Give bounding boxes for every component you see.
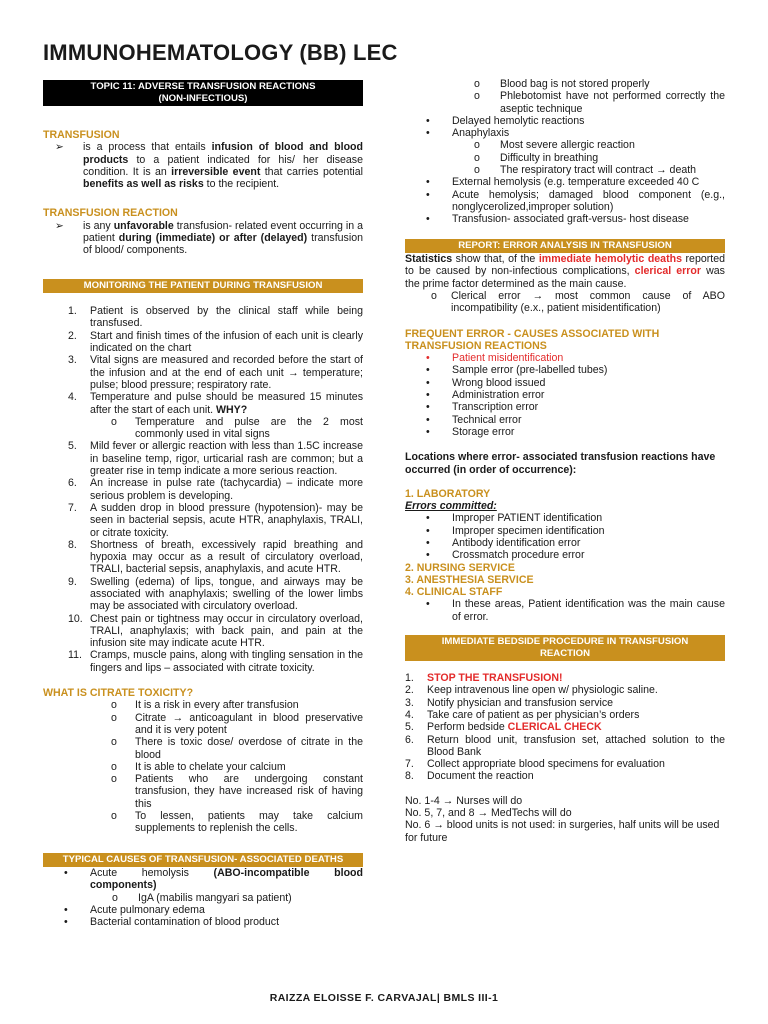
list-item: • In these areas, Patient identification was the main cause of error. — [426, 598, 725, 623]
list-item: • Transcription error — [426, 401, 539, 414]
reaction-heading: TRANSFUSION REACTION — [43, 207, 178, 220]
list-item: o IgA (mabilis mangyari sa patient) — [112, 891, 292, 904]
left-column — [43, 80, 363, 929]
monitoring-banner: MONITORING THE PATIENT DURING TRANSFUSION — [43, 279, 363, 294]
list-item: 5. Mild fever or allergic reaction with less than 1.5C increase in baseline temp, rigor, urticarial rash are common; but a greater rise in temp indicate a more serious reaction. — [68, 440, 363, 478]
anesthesia-heading: 3. ANESTHESIA SERVICE — [405, 573, 534, 586]
list-item: o Patients who are undergoing constant transfusion, they have increased risk of having this — [111, 773, 363, 810]
deaths-banner: TYPICAL CAUSES OF TRANSFUSION- ASSOCIATED DEATHS — [43, 853, 363, 868]
deaths-list-continued — [405, 78, 725, 226]
list-item: 6. Return blood unit, transfusion set, attached solution to the Blood Bank — [405, 733, 725, 758]
list-item: • Acute hemolysis (ABO-incompatible blood components) — [64, 867, 363, 892]
bedside-banner: IMMEDIATE BEDSIDE PROCEDURE IN TRANSFUSION REACTION — [405, 635, 725, 661]
list-item: 4. Take care of patient as per physician’s orders — [405, 708, 640, 721]
list-item: • Crossmatch procedure error — [426, 549, 585, 562]
list-item: o It is a risk in every after transfusion — [111, 699, 299, 712]
list-item: o Citrate → anticoagulant in blood preservative and it is very potent — [111, 711, 363, 736]
list-item: • Acute pulmonary edema — [64, 904, 205, 917]
list-item: o Most severe allergic reaction — [474, 139, 635, 152]
transfusion-definition: ➢ is a process that entails infusion of blood and blood products to a patient indicated for his/ her disease condition. It is an irreversible event that carries potential benefits as well as risks to the recipient. — [55, 141, 363, 191]
list-item: • Delayed hemolytic reactions — [426, 114, 585, 127]
list-item: 11. Cramps, muscle pains, along with tingling sensation in the fingers and lips – associated with citrate toxicity. — [68, 649, 363, 674]
list-item: • Anaphylaxis — [426, 127, 510, 140]
list-item: o It is able to chelate your calcium — [111, 760, 286, 773]
list-item: 6. An increase in pulse rate (tachycardia) – indicate more serious problem is developing. — [68, 477, 363, 502]
list-item: o Clerical error → most common cause of ABO incompatibility (e.x., patient misidentification) — [431, 289, 725, 315]
report-banner: REPORT: ERROR ANALYSIS IN TRANSFUSION — [405, 239, 725, 254]
bedside-list — [405, 672, 725, 783]
list-item: 7. Collect appropriate blood specimens for evaluation — [405, 758, 665, 771]
list-item: • Patient misidentification — [426, 352, 564, 365]
list-item: 4. Temperature and pulse should be measured 15 minutes after the start of each unit. WHY? — [68, 391, 363, 416]
errors-committed-label: Errors committed: — [405, 500, 497, 513]
list-item: • Transfusion- associated graft-versus- host disease — [426, 213, 689, 226]
list-item: • Bacterial contamination of blood product — [64, 916, 280, 929]
topic-banner: TOPIC 11: ADVERSE TRANSFUSION REACTIONS (NON-INFECTIOUS) — [43, 80, 363, 106]
list-item: 10. Chest pain or tightness may occur in circulatory overload, TRALI, anaphylaxis; with back pain, and pain at the infusion site may indicate acute HTR. — [68, 612, 363, 650]
locations-intro: Locations where error- associated transfusion reactions have occurred (in order of occurrence): — [405, 451, 716, 476]
citrate-list — [43, 699, 363, 834]
list-item: • Technical error — [426, 413, 522, 426]
list-item: 7. A sudden drop in blood pressure (hypotension)- may be seen in bacterial sepsis, acute HTR, anaphylaxis, TRALI, or citrate toxicity. — [68, 501, 363, 539]
list-item: 2. Start and finish times of the infusion of each unit is clearly indicated on the chart — [68, 329, 363, 355]
list-item: o To lessen, patients may take calcium supplements to replenish the cells. — [111, 810, 363, 835]
citrate-heading: WHAT IS CITRATE TOXICITY? — [43, 687, 194, 700]
report-paragraph: Statistics show that, of the immediate hemolytic deaths reported to be caused by non-infectious complications, clerical error was the prime factor determined as the main cause. — [405, 253, 725, 290]
deaths-list — [43, 867, 363, 928]
frequent-list — [405, 352, 725, 438]
reaction-definition: ➢ is any unfavorable transfusion- related event occurring in a patient during (immediate) or after (delayed) transfusion of blood/ components. — [55, 219, 363, 257]
list-item: o There is toxic dose/ overdose of citrate in the blood — [111, 736, 363, 761]
list-item: • Storage error — [426, 425, 515, 438]
list-item: • Improper specimen identification — [426, 524, 605, 537]
list-item: o Difficulty in breathing — [474, 151, 599, 164]
list-item: • Administration error — [426, 389, 545, 402]
list-item: 5. Perform bedside CLERICAL CHECK — [405, 721, 602, 734]
list-item: • Acute hemolysis; damaged blood component (e.g., nonglycerolized,improper solution) — [426, 188, 725, 213]
monitoring-list — [43, 305, 363, 674]
list-item: 8. Document the reaction — [405, 770, 534, 783]
list-item: 9. Swelling (edema) of lips, tongue, and airways may be associated with anaphylaxis; swelling of the lower limbs may be associated with circulatory overload. — [68, 575, 363, 613]
footer-author: RAIZZA ELOISSE F. CARVAJAL| BMLS III-1 — [269, 992, 499, 1004]
list-item: o Temperature and pulse are the 2 most commonly used in vital signs — [111, 415, 363, 441]
list-item: • External hemolysis (e.g. temperature exceeded 40 C — [426, 176, 700, 189]
list-item: o Phlebotomist have not performed correctly the aseptic technique — [474, 90, 725, 115]
list-item: o The respiratory tract will contract → death — [474, 164, 697, 177]
arrow-bullet-icon: ➢ — [55, 219, 64, 232]
clinical-heading: 4. CLINICAL STAFF — [405, 586, 503, 599]
list-item: 1. Patient is observed by the clinical staff while being transfused. — [68, 305, 363, 330]
page-title: IMMUNOHEMATOLOGY (BB) LEC — [43, 40, 398, 65]
nursing-heading: 2. NURSING SERVICE — [405, 561, 515, 574]
bedside-notes: No. 1-4 → Nurses will do No. 5, 7, and 8 → MedTechs will do No. 6 → blood units is not used: in surgeries, half units will be used for future — [405, 794, 720, 844]
list-item: • Sample error (pre-labelled tubes) — [426, 364, 608, 377]
laboratory-heading: 1. LABORATORY — [405, 487, 491, 500]
list-item: 1. STOP THE TRANSFUSION! — [405, 672, 563, 685]
frequent-heading: FREQUENT ERROR - CAUSES ASSOCIATED WITH TRANSFUSION REACTIONS — [405, 327, 660, 352]
errors-list — [405, 512, 725, 561]
list-item: 3. Notify physician and transfusion service — [405, 696, 614, 709]
list-item: 3. Vital signs are measured and recorded before the start of the infusion and at the end of each unit → temperature; pulse; blood pressure; respiratory rate. — [68, 354, 363, 391]
list-item: 8. Shortness of breath, excessively rapid breathing and hypoxia may occur as a result of circulatory overload, TRALI, bacterial sepsis, anaphylaxis, and acute HTR. — [68, 538, 363, 576]
list-item: • Improper PATIENT identification — [426, 512, 603, 525]
list-item: o Blood bag is not stored properly — [474, 78, 650, 90]
right-column — [405, 78, 725, 844]
list-item: 2. Keep intravenous line open w/ physiologic saline. — [405, 684, 658, 697]
transfusion-heading: TRANSFUSION — [43, 129, 120, 141]
list-item: • Antibody identification error — [426, 537, 581, 549]
list-item: • Wrong blood issued — [426, 376, 546, 389]
arrow-bullet-icon: ➢ — [55, 141, 64, 154]
